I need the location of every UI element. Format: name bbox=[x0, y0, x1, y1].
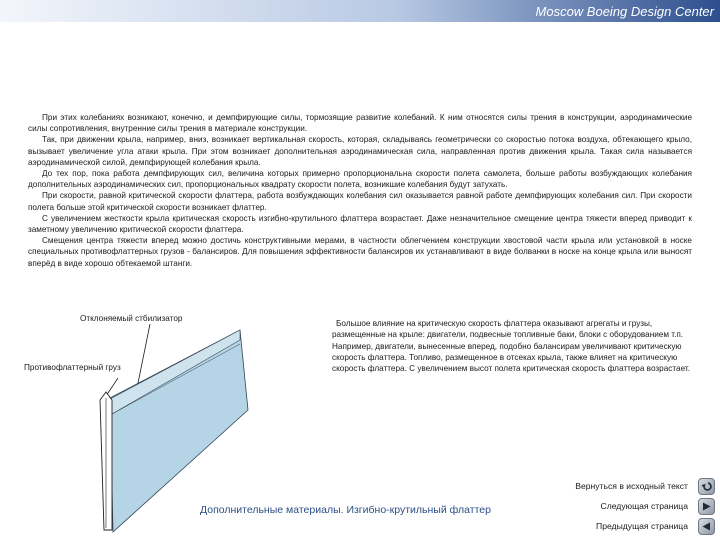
prev-arrow-icon[interactable] bbox=[698, 518, 715, 535]
paragraph: До тех пор, пока работа демпфирующих сил, величина которых примерно пропорциональна скорости полета самолета, больше работы возбуждающих колебания дополнительных аэродинамических сил, пропорциональных квадрату скорости полета, возникшие колебания будут затухать. bbox=[28, 169, 692, 190]
wing-diagram bbox=[90, 318, 255, 533]
prev-page-link[interactable]: Предыдущая страница bbox=[596, 521, 688, 531]
paragraph: С увеличением жесткости крыла критическая скорость изгибно-крутильного флаттера возрастает. Даже незначительное смещение центра тяжести вперед приводит к заметному увеличению критической скорости флаттера. bbox=[28, 213, 692, 235]
next-arrow-icon[interactable] bbox=[698, 498, 715, 515]
paragraph: При этих колебаниях возникают, конечно, и демпфирующие силы, тормозящие развитие колебаний. К ним относятся силы трения в конструкции, аэродинамические силы сопротивления, внутренние силы трения в материале конструкции. bbox=[28, 113, 692, 134]
paragraph: Так, при движении крыла, например, вниз, возникает вертикальная скорость, которая, складываясь геометрически со скоростью потока воздуха, обтекающего крыло, вызывает увеличение угла атаки крыла. При этом возникает дополнительная аэродинамическая сила, направленная против движения крыла. Такая сила называется аэродинамической силой, демпфирующей колебания крыла. bbox=[28, 135, 692, 167]
wing-body bbox=[110, 330, 248, 532]
return-icon[interactable] bbox=[698, 478, 715, 495]
label-stabilizer: Отклоняемый стбилизатор bbox=[80, 314, 183, 323]
weight-leader-line bbox=[106, 378, 118, 396]
footer-title: Дополнительные материалы. Изгибно-крутильный флаттер bbox=[200, 504, 491, 516]
next-page-link[interactable]: Следующая страница bbox=[600, 501, 688, 511]
paragraph: При скорости, равной критической скорости флаттера, работа возбуждающих колебания сил оказывается равной работе демпфирующих колебания сил. При скорости полета больше этой критической скорости возникает флаттер. bbox=[28, 191, 692, 212]
back-to-source-link[interactable]: Вернуться в исходный текст bbox=[575, 481, 688, 491]
label-flutter-weight: Противофлаттерный груз bbox=[24, 363, 121, 372]
side-text bbox=[332, 318, 698, 374]
brand-title: Moscow Boeing Design Center bbox=[535, 4, 714, 19]
paragraph: Смещения центра тяжести вперед можно достичь конструктивными мерами, в частности облегчением конструкции хвостовой части крыла или установкой в носке специальных противофлаттерных грузов - балансиров. Для повышения эффективности балансиров их устанавливают в виде болванки в носке на конце крыла или выносят вперёд в виде хорошо обтекаемой штанги. bbox=[28, 236, 692, 268]
main-text bbox=[28, 112, 692, 269]
side-paragraph: Большое влияние на критическую скорость флаттера оказывают агрегаты и грузы, размещенные на крыле: двигатели, подвесные топливные баки, блоки с оборудованием т.п. Например, двигатели, вынесенные вперед, подобно балансирам увеличивают критическую скорость флаттера. Топливо, размещенное в отсеках крыла, также влияет на критическую скорость флаттера. С увеличением высот полета критическая скорость флаттера возрастает. bbox=[332, 319, 690, 374]
